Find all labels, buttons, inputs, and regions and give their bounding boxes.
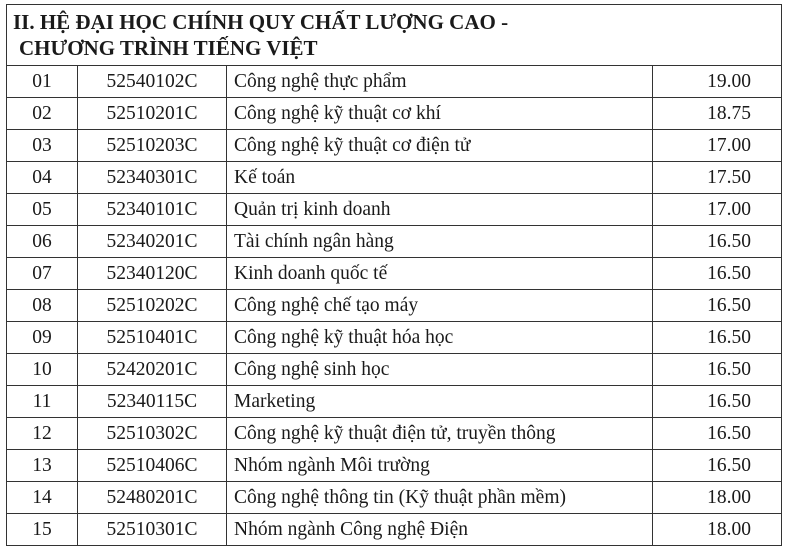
table-row (7, 354, 782, 386)
table-row (7, 162, 782, 194)
program-name: Công nghệ sinh học (227, 354, 653, 386)
row-number: 07 (7, 258, 78, 290)
program-name: Công nghệ kỹ thuật cơ điện tử (227, 130, 653, 162)
row-number: 15 (7, 514, 78, 546)
table-row (7, 130, 782, 162)
program-name: Công nghệ kỹ thuật hóa học (227, 322, 653, 354)
program-code: 52540102C (78, 66, 227, 98)
row-number: 14 (7, 482, 78, 514)
program-code: 52340301C (78, 162, 227, 194)
program-code: 52510302C (78, 418, 227, 450)
program-code: 52510406C (78, 450, 227, 482)
cutoff-score: 16.50 (653, 226, 782, 258)
program-name: Công nghệ thực phẩm (227, 66, 653, 98)
cutoff-score: 16.50 (653, 354, 782, 386)
row-number: 06 (7, 226, 78, 258)
section-heading (7, 5, 782, 66)
heading-line-2: CHƯƠNG TRÌNH TIẾNG VIỆT (19, 36, 318, 60)
table-row (7, 322, 782, 354)
table-row (7, 482, 782, 514)
program-name: Nhóm ngành Công nghệ Điện (227, 514, 653, 546)
program-name: Quản trị kinh doanh (227, 194, 653, 226)
program-code: 52510203C (78, 130, 227, 162)
table-row (7, 66, 782, 98)
row-number: 02 (7, 98, 78, 130)
program-name: Marketing (227, 386, 653, 418)
program-name: Kế toán (227, 162, 653, 194)
cutoff-score: 16.50 (653, 450, 782, 482)
cutoff-score: 18.00 (653, 514, 782, 546)
row-number: 13 (7, 450, 78, 482)
program-name: Công nghệ thông tin (Kỹ thuật phần mềm) (227, 482, 653, 514)
admission-scores-table (6, 4, 782, 546)
program-name: Công nghệ chế tạo máy (227, 290, 653, 322)
program-code: 52420201C (78, 354, 227, 386)
row-number: 12 (7, 418, 78, 450)
cutoff-score: 18.00 (653, 482, 782, 514)
program-code: 52340115C (78, 386, 227, 418)
row-number: 01 (7, 66, 78, 98)
row-number: 08 (7, 290, 78, 322)
table-row (7, 258, 782, 290)
cutoff-score: 18.75 (653, 98, 782, 130)
row-number: 10 (7, 354, 78, 386)
cutoff-score: 16.50 (653, 322, 782, 354)
program-code: 52340120C (78, 258, 227, 290)
table-row (7, 194, 782, 226)
program-name: Tài chính ngân hàng (227, 226, 653, 258)
table-row (7, 450, 782, 482)
table-row (7, 514, 782, 546)
table-row (7, 226, 782, 258)
table-row (7, 418, 782, 450)
cutoff-score: 19.00 (653, 66, 782, 98)
program-code: 52510201C (78, 98, 227, 130)
section-heading-row (7, 5, 782, 66)
cutoff-score: 16.50 (653, 258, 782, 290)
cutoff-score: 17.50 (653, 162, 782, 194)
heading-line-1: II. HỆ ĐẠI HỌC CHÍNH QUY CHẤT LƯỢNG CAO - (13, 10, 509, 34)
program-code: 52340201C (78, 226, 227, 258)
program-name: Công nghệ kỹ thuật điện tử, truyền thông (227, 418, 653, 450)
row-number: 05 (7, 194, 78, 226)
cutoff-score: 16.50 (653, 290, 782, 322)
program-code: 52340101C (78, 194, 227, 226)
row-number: 09 (7, 322, 78, 354)
program-name: Nhóm ngành Môi trường (227, 450, 653, 482)
program-code: 52510401C (78, 322, 227, 354)
row-number: 04 (7, 162, 78, 194)
table-row (7, 98, 782, 130)
cutoff-score: 16.50 (653, 386, 782, 418)
table-row (7, 386, 782, 418)
cutoff-score: 17.00 (653, 194, 782, 226)
program-code: 52480201C (78, 482, 227, 514)
row-number: 11 (7, 386, 78, 418)
program-code: 52510301C (78, 514, 227, 546)
row-number: 03 (7, 130, 78, 162)
cutoff-score: 16.50 (653, 418, 782, 450)
program-code: 52510202C (78, 290, 227, 322)
table-row (7, 290, 782, 322)
program-name: Kinh doanh quốc tế (227, 258, 653, 290)
program-name: Công nghệ kỹ thuật cơ khí (227, 98, 653, 130)
cutoff-score: 17.00 (653, 130, 782, 162)
